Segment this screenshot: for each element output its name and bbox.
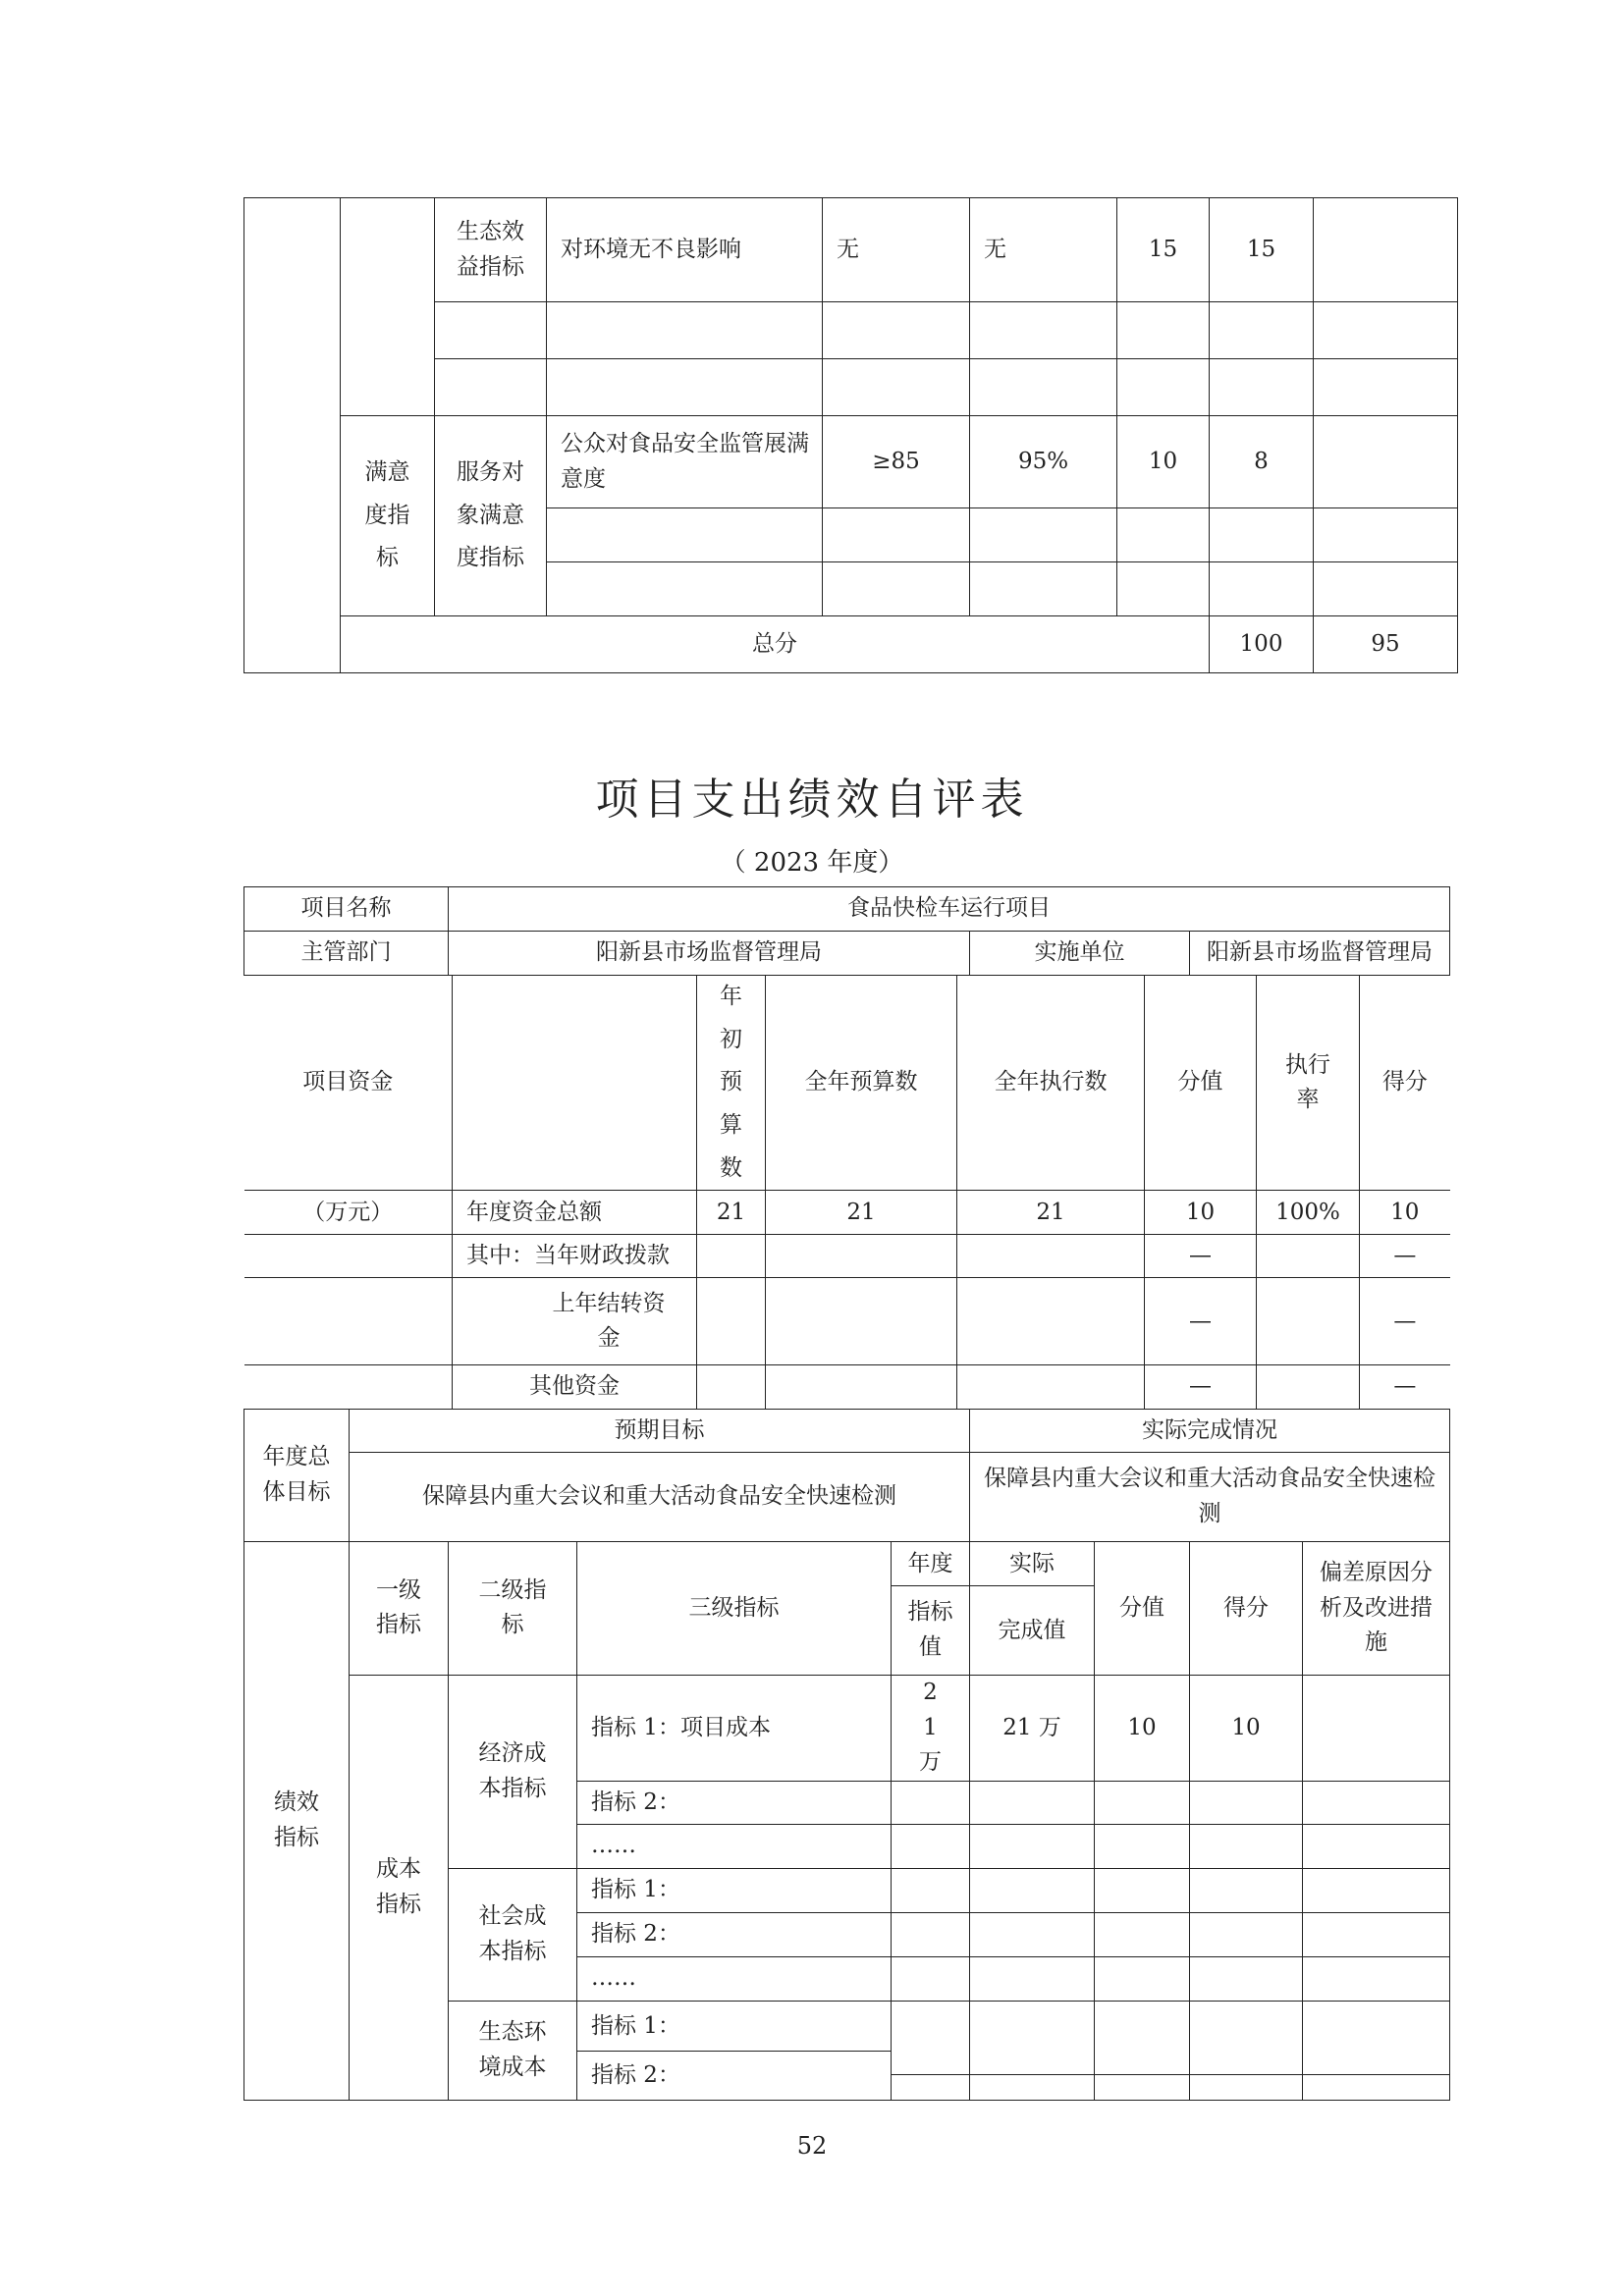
- col-annual-budget: 全年预算数: [766, 976, 957, 1191]
- funds-empty: [697, 1235, 766, 1278]
- social-ind1: 指标 1：: [577, 1868, 892, 1912]
- funds-empty: [244, 1278, 453, 1365]
- t1-empty: [435, 359, 547, 416]
- t2-empty: [970, 1868, 1095, 1912]
- row-other-score: —: [1360, 1365, 1450, 1409]
- t1-empty: [1117, 302, 1210, 359]
- col-initial-budget: 年初预算数: [697, 976, 766, 1191]
- impl-value: 阳新县市场监督管理局: [1190, 932, 1450, 976]
- t1-empty: [823, 359, 970, 416]
- self-evaluation-table: [244, 886, 1450, 2101]
- eco-ind1: 指标 1：: [577, 2002, 891, 2052]
- row-total-budget: 21: [766, 1191, 957, 1235]
- row-fiscal-label: 其中：当年财政拨款: [453, 1235, 697, 1278]
- goal-expected-header: 预期目标: [350, 1409, 970, 1452]
- social-ellipsis: ……: [577, 1956, 892, 2001]
- row-carryover-weight: —: [1145, 1278, 1257, 1365]
- funds-grid: [244, 976, 1450, 1409]
- t1-blank-col1: [244, 198, 341, 673]
- t1-satisfaction-weight: 10: [1117, 416, 1210, 508]
- row-total-weight: 10: [1145, 1191, 1257, 1235]
- t1-empty: [1210, 562, 1314, 616]
- t2-empty: [892, 1781, 970, 1824]
- funds-empty: [1257, 1235, 1360, 1278]
- goal-actual-header: 实际完成情况: [970, 1409, 1450, 1452]
- eco-col: [970, 2001, 1095, 2100]
- t1-satisfaction-score: 8: [1210, 416, 1314, 508]
- t1-empty: [1117, 562, 1210, 616]
- t2-empty: [1303, 1868, 1450, 1912]
- funds-label: 项目资金: [244, 976, 453, 1191]
- project-name-value: 食品快检车运行项目: [449, 887, 1450, 932]
- ind-project-cost: 指标 1：项目成本: [577, 1675, 892, 1781]
- t1-empty: [1314, 302, 1458, 359]
- t1-empty: [823, 508, 970, 562]
- t2-empty: [892, 1956, 970, 2001]
- h-weight: 分值: [1095, 1541, 1190, 1675]
- row-other-weight: —: [1145, 1365, 1257, 1409]
- t1-empty: [823, 302, 970, 359]
- row-total-score: 10: [1360, 1191, 1450, 1235]
- t2-empty: [1303, 1824, 1450, 1868]
- t2-empty: [1095, 1868, 1190, 1912]
- h-year-top: 年度: [892, 1542, 969, 1586]
- funds-empty: [244, 1365, 453, 1409]
- t2-empty: [970, 1781, 1095, 1824]
- row-carryover-label: 上年结转资金: [453, 1278, 697, 1365]
- t1-empty: [1314, 562, 1458, 616]
- goal-label: 年度总体目标: [244, 1409, 350, 1541]
- project-cost-score: 10: [1190, 1675, 1303, 1781]
- t1-empty: [1314, 508, 1458, 562]
- t1-total-weight: 100: [1210, 616, 1314, 673]
- t2-empty: [1303, 1956, 1450, 2001]
- t2-empty: [970, 1824, 1095, 1868]
- funds-empty: [453, 976, 697, 1191]
- h-actual-bottom: 完成值: [998, 1617, 1066, 1643]
- t1-satisfaction-l2: 服务对象满意度指标: [435, 416, 547, 616]
- t1-total-label: 总分: [341, 616, 1210, 673]
- row-fiscal-score: —: [1360, 1235, 1450, 1278]
- impl-label: 实施单位: [970, 932, 1190, 976]
- funds-empty: [766, 1235, 957, 1278]
- t2-empty: [1190, 1868, 1303, 1912]
- t1-satisfaction-target: ≥85: [823, 416, 970, 508]
- t1-empty: [435, 302, 547, 359]
- t1-blank-col2: [341, 198, 435, 416]
- h-actual-top: 实际: [970, 1542, 1094, 1586]
- col-annual-exec: 全年执行数: [957, 976, 1145, 1191]
- t1-empty: [823, 562, 970, 616]
- goal-expected: 保障县内重大会议和重大活动食品安全快速检测: [350, 1452, 970, 1541]
- t1-empty: [1117, 359, 1210, 416]
- dept-value: 阳新县市场监督管理局: [449, 932, 970, 976]
- funds-empty: [766, 1365, 957, 1409]
- t1-empty: [1117, 508, 1210, 562]
- funds-empty: [766, 1278, 957, 1365]
- t2-empty: [1190, 1956, 1303, 2001]
- t2-empty: [892, 1912, 970, 1956]
- project-cost-actual: 21 万: [970, 1675, 1095, 1781]
- project-name-label: 项目名称: [244, 887, 449, 932]
- funds-section: [244, 976, 1450, 1410]
- t2-empty: [1190, 1912, 1303, 1956]
- eco-col: [1303, 2001, 1450, 2100]
- t1-empty: [1210, 302, 1314, 359]
- eco-ind-cell: [577, 2001, 892, 2100]
- t1-empty: [970, 359, 1117, 416]
- t1-empty: [1210, 359, 1314, 416]
- col-weight: 分值: [1145, 976, 1257, 1191]
- eco-ind2: 指标 2：: [591, 2061, 680, 2088]
- row-total-initial: 21: [697, 1191, 766, 1235]
- t2-empty: [970, 1912, 1095, 1956]
- eco-col: [1190, 2001, 1303, 2100]
- t1-eco-target: 无: [823, 198, 970, 302]
- t1-empty: [547, 562, 823, 616]
- t1-total-score: 95: [1314, 616, 1458, 673]
- row-total-exec: 21: [957, 1191, 1145, 1235]
- t2-empty: [970, 1956, 1095, 2001]
- t2-empty: [1190, 1781, 1303, 1824]
- t2-empty: [1303, 1912, 1450, 1956]
- t2-empty: [1095, 1912, 1190, 1956]
- t1-eco-actual: 无: [970, 198, 1117, 302]
- t1-empty: [1314, 359, 1458, 416]
- t1-empty: [547, 359, 823, 416]
- row-carryover-score: —: [1360, 1278, 1450, 1365]
- funds-empty: [244, 1235, 453, 1278]
- h-score: 得分: [1190, 1541, 1303, 1675]
- cost-l1: 成本指标: [350, 1675, 449, 2100]
- t2-empty: [1095, 1956, 1190, 2001]
- page-number: 52: [796, 2132, 828, 2160]
- row-total-rate: 100%: [1257, 1191, 1360, 1235]
- goal-actual: 保障县内重大会议和重大活动食品安全快速检测: [970, 1452, 1450, 1541]
- t2-empty: [892, 1868, 970, 1912]
- performance-table-continued: [244, 197, 1458, 673]
- t1-eco-deviation: [1314, 198, 1458, 302]
- dept-label: 主管部门: [244, 932, 449, 976]
- row-fiscal-weight: —: [1145, 1235, 1257, 1278]
- eco-col: [892, 2001, 970, 2100]
- t1-empty: [547, 508, 823, 562]
- row-total-label: 年度资金总额: [453, 1191, 697, 1235]
- project-cost-target: 21万: [892, 1675, 970, 1781]
- t2-empty: [1190, 1824, 1303, 1868]
- t1-satisfaction-actual: 95%: [970, 416, 1117, 508]
- funds-empty: [957, 1235, 1145, 1278]
- t2-empty: [1303, 1781, 1450, 1824]
- h-year-target: [892, 1541, 970, 1675]
- h-year-bottom: 指标值: [907, 1599, 953, 1660]
- perf-label: 绩效指标: [244, 1541, 350, 2100]
- col-score: 得分: [1360, 976, 1450, 1191]
- t2-empty: [1095, 1781, 1190, 1824]
- funds-empty: [957, 1365, 1145, 1409]
- funds-empty: [957, 1278, 1145, 1365]
- t1-eco-score: 15: [1210, 198, 1314, 302]
- page-subtitle: （ 2023 年度）: [720, 848, 904, 878]
- t1-satisfaction-deviation: [1314, 416, 1458, 508]
- h-level1: 一级指标: [350, 1541, 449, 1675]
- t2-empty: [1095, 1824, 1190, 1868]
- t1-satisfaction-item: 公众对食品安全监管展满意度: [547, 416, 823, 508]
- t1-eco-indicator: 生态效益指标: [435, 198, 547, 302]
- econ-ellipsis: ……: [577, 1824, 892, 1868]
- t1-empty: [1210, 508, 1314, 562]
- project-cost-deviation: [1303, 1675, 1450, 1781]
- page-title: 项目支出绩效自评表: [595, 774, 1029, 825]
- t1-satisfaction-l1: 满意度指标: [341, 416, 435, 616]
- t1-empty: [547, 302, 823, 359]
- eco-col: [1095, 2001, 1190, 2100]
- social-cost: 社会成本指标: [449, 1868, 577, 2001]
- project-cost-weight: 10: [1095, 1675, 1190, 1781]
- econ-cost: 经济成本指标: [449, 1675, 577, 1868]
- t1-empty: [970, 508, 1117, 562]
- funds-empty: [1257, 1278, 1360, 1365]
- econ-ind2: 指标 2：: [577, 1781, 892, 1824]
- row-other-label: 其他资金: [453, 1365, 697, 1409]
- t1-empty: [970, 302, 1117, 359]
- t1-eco-weight: 15: [1117, 198, 1210, 302]
- funds-empty: [1257, 1365, 1360, 1409]
- t2-empty: [892, 1824, 970, 1868]
- h-deviation: 偏差原因分析及改进措施: [1303, 1541, 1450, 1675]
- h-actual: [970, 1541, 1095, 1675]
- h-level2: 二级指标: [449, 1541, 577, 1675]
- t1-empty: [970, 562, 1117, 616]
- col-exec-rate: 执行率: [1257, 976, 1360, 1191]
- funds-empty: [697, 1365, 766, 1409]
- funds-empty: [697, 1278, 766, 1365]
- eco-cost: 生态环境成本: [449, 2001, 577, 2100]
- h-level3: 三级指标: [577, 1541, 892, 1675]
- t1-eco-item: 对环境无不良影响: [547, 198, 823, 302]
- social-ind2: 指标 2：: [577, 1912, 892, 1956]
- funds-unit: （万元）: [244, 1191, 453, 1235]
